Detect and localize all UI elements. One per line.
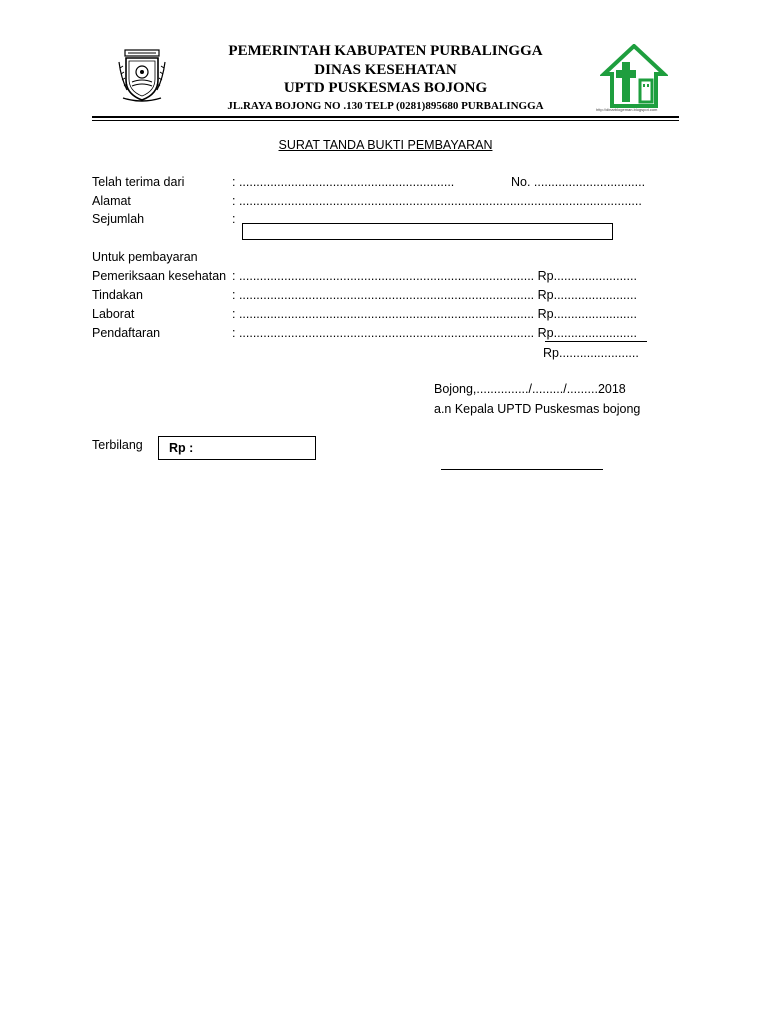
address-field[interactable]: : .................................................................................................................... xyxy=(232,194,642,208)
payment-item-field[interactable]: : ..................................................................................... Rp........................ xyxy=(232,269,637,283)
on-behalf-line: a.n Kepala UPTD Puskesmas bojong xyxy=(434,402,641,416)
receipt-number-field[interactable]: No. ................................ xyxy=(511,175,646,189)
terbilang-box-text: Rp : xyxy=(169,441,194,455)
signature-line[interactable] xyxy=(441,469,603,470)
puskesmas-logo xyxy=(596,44,668,112)
payment-item-field[interactable]: : ..................................................................................... Rp........................ xyxy=(232,307,637,321)
payment-heading: Untuk pembayaran xyxy=(92,250,198,264)
amount-input-box[interactable] xyxy=(242,223,613,240)
terbilang-label: Terbilang xyxy=(92,438,143,452)
received-from-field[interactable]: : .............................................................. xyxy=(232,175,455,189)
header-puskesmas: UPTD PUSKESMAS BOJONG xyxy=(283,80,488,96)
logo-caption: http://dinarblogeman.blogspot.com xyxy=(596,107,658,112)
total-separator-line xyxy=(545,341,647,342)
received-from-label: Telah terima dari xyxy=(92,175,185,189)
date-line[interactable]: Bojong,.............../........./.........2018 xyxy=(434,382,626,396)
document-title: SURAT TANDA BUKTI PEMBAYARAN xyxy=(278,138,493,152)
header-health-office: DINAS KESEHATAN xyxy=(314,62,457,78)
amount-colon: : xyxy=(232,212,236,226)
payment-item-field[interactable]: : ..................................................................................... Rp........................ xyxy=(232,288,637,302)
header-address: JL.RAYA BOJONG NO .130 TELP (0281)895680 PURBALINGGA xyxy=(227,100,544,112)
payment-item-label: Pemeriksaan kesehatan xyxy=(92,269,227,283)
payment-item-label: Laborat xyxy=(92,307,135,321)
amount-label: Sejumlah xyxy=(92,212,145,226)
header-rule-thin xyxy=(92,120,679,121)
payment-item-field[interactable]: : ..................................................................................... Rp........................ xyxy=(232,326,637,340)
payment-item-label: Pendaftaran xyxy=(92,326,161,340)
terbilang-box[interactable] xyxy=(158,436,316,460)
payment-item-label: Tindakan xyxy=(92,288,143,302)
header-government: PEMERINTAH KABUPATEN PURBALINGGA xyxy=(228,43,543,59)
payment-total-field[interactable]: Rp....................... xyxy=(543,346,639,360)
header-rule-thick xyxy=(92,116,679,118)
address-label: Alamat xyxy=(92,194,131,208)
